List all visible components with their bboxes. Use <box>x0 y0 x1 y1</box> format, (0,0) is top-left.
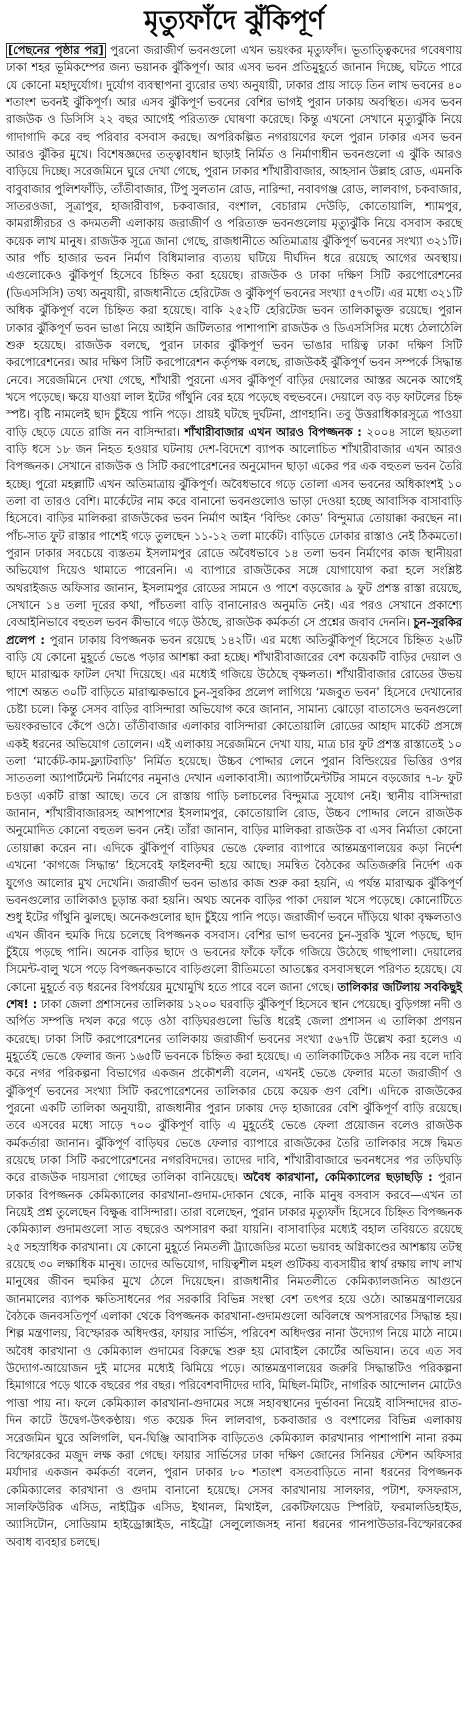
subheading-illegal-factories: অবৈধ কারখানা, কেমিক্যালের ছড়াছড়ি : <box>243 1171 433 1185</box>
paragraph-shakharibazar: ২০০৪ সালে ছয়তলা বাড়ি ধসে ১৮ জন নিহত হওয়ার ঘটনায় দেশ-বিদেশে ব্যাপক আলোচিত শাঁখারীবাজার এখন আরও বিপজ্জনক। সেখানে রাজউক ও সিটি করপোরেশনের অনুমোদন ছাড়া একের পর এক বহুতল ভবন তৈরি হচ্ছে। পুরো মহল্লাটি এখন অতিমাত্রায় ঝুঁকিপূর্ণ। অবৈধভাবে গড়ে তোলা এসব ভবনের অধিকাংশই ১০ তলা বা তারও বেশি। মার্কেটের নাম করে বানানো ভবনগুলোও ভাড়া দেওয়া হচ্ছে আবাসিক বাসাবাড়ি হিসেবে। বাড়ির মালিকরা রাজউকের ভবন নির্মাণ আইন ‘বিল্ডিং কোড’ বিন্দুমাত্র তোয়াক্কা করছেন না। পাঁচ-সাত ফুট রাস্তার পাশেই গড়ে তুলছেন ১১-১২ তলা মার্কেট। বাড়িতে ঢোকার রাস্তাও নেই ঠিকমতো। পুরান ঢাকার সবচেয়ে ব্যস্ততম ইসলামপুর রোডে অবৈধভাবে ১৪ তলা ভবন নির্মাণের কাজ স্থানীয়রা অভিযোগ দিয়েও থামাতে পারেননি। এ ব্যাপারে রাজউকের সঙ্গে যোগাযোগ করা হলে সংশ্লিষ্ট অথরাইজড অফিসার জানান, ইসলামপুর রোডের সামনে ও পাশে বড়জোর ৯ ফুট প্রশস্ত রাস্তা রয়েছে, সেখানে ১৪ তলা দূরের কথা, পাঁচতলা বাড়ি বানানোরও অনুমতি নেই। এর পরও সেখানে প্রকাশ্যে বেআইনিভাবে বহুতল ভবন কীভাবে গড়ে উঠছে, রাজউক কর্মকর্তা সে প্রশ্নের জবাব দেননি। <box>6 425 462 630</box>
paragraph-illegal-factories: পুরান ঢাকার বিপজ্জনক কেমিক্যালের কারখানা-গুদাম-দোকান থেকে, নাকি মানুষ বসবাস করবে—এখন তা নিয়েই প্রশ্ন তুলেছেন বিক্ষুব্ধ বাসিন্দারা। তারা বলেছেন, পুরান ঢাকার মৃত্যুফাঁদ হিসেবে চিহ্নিত বিপজ্জনক কেমিক্যাল গুদামগুলো সাত বছরেও অপসারণ করা যায়নি। বাসাবাড়ির মধ্যেই বহাল তবিয়তে রয়েছে ২৫ সহস্রাধিক কারখানা। যে কোনো মুহূর্তে নিমতলী ট্র্যাজেডির মতো ভয়াবহ অগ্নিকাণ্ডের আশঙ্কায় তটস্থ রয়েছে ৩০ লক্ষাধিক মানুষ। তাদের অভিযোগ, দায়িত্বশীল মহল গুটিকয় ব্যবসায়ীর স্বার্থ রক্ষায় লাখ লাখ মানুষের জীবন হুমকির মুখে ঠেলে দিয়েছেন। রাজধানীর নিমতলীতে কেমিক্যালজনিত আগুনে জানমালের ব্যাপক ক্ষতিসাধনের পর সরকারি বিভিন্ন সংস্থা বেশ তৎপর হয়ে ওঠে। আন্তমন্ত্রণালয়ের বৈঠকে জনবসতিপূর্ণ এলাকা থেকে বিপজ্জনক কারখানা-গুদামগুলো অবিলম্বে অপসারণের সিদ্ধান্ত হয়। শিল্প মন্ত্রণালয়, বিস্ফোরক অধিদপ্তর, ফায়ার সার্ভিস, পরিবেশ অধিদপ্তর নানা উদ্যোগ নিয়ে মাঠে নামে। অবৈধ কারখানা ও কেমিক্যাল গুদামের বিরুদ্ধে শুরু হয় মোবাইল কোর্টের অভিযান। তবে এত সব উদ্যোগ-আয়োজন দুই মাসের মধ্যেই ঝিমিয়ে পড়ে। আন্তমন্ত্রণালয়ের জরুরি সিদ্ধান্তটিও পরিকল্পনা হিমাগারে পড়ে থাকে বছরের পর বছর। পরিবেশবাদীদের দাবি, মিছিল-মিটিং, নাগরিক আন্দোলন মোটেও পাত্তা পায় না। ফলে কেমিক্যাল কারখানা-গুদামের সঙ্গে সহাবস্থানের দুর্ভাবনা নিয়েই বাসিন্দাদের রাত-দিন কাটে উদ্বেগ-উৎকণ্ঠায়। গত কয়েক দিন লালবাগ, চকবাজার ও বংশালের বিভিন্ন এলাকায় সরেজমিন ঘুরে অলিগলি, ঘন-ঘিঞ্জি আবাসিক বাড়িতেও কেমিক্যাল কারখানার পাশাপাশি নানা রকম বিস্ফোরকের মজুদ লক্ষ করা গেছে। ফায়ার সার্ভিসের ঢাকা দক্ষিণ জোনের সিনিয়র স্টেশন অফিসার মর্যাদার একজন কর্মকর্তা বলেন, পুরান ঢাকার ৮০ শতাংশ বসতবাড়িতে নানা ধরনের বিপজ্জনক কেমিক্যালের কারখানা ও গুদাম বানানো হয়েছে। সেসব কারখানায় সালফার, পটাশ, ফসফরাস, সালফিউরিক এসিড, নাইট্রিক এসিড, ইথানল, মিথাইল, রেকটিফায়েড স্পিরিট, ফরমালডিহাইড, অ্যাসিটোন, সোডিয়াম হাইড্রোক্সাইড, নাইট্রো সেলুলোজসহ নানা ধরনের গানপাউডার-বিস্ফোরকের অবাধ ব্যবহার চলছে। <box>6 1171 463 1549</box>
headline: মৃত্যুফাঁদে ঝুঁকিপূর্ণ <box>144 6 324 36</box>
paragraph-lime-plaster: পুরান ঢাকায় বিপজ্জনক ভবন রয়েছে ১৪২টি। এর মধ্যে অতিঝুঁকিপূর্ণ হিসেবে চিহ্নিত ২৬টি বাড়ি যে কোনো মুহূর্তে ভেঙে পড়ার আশঙ্কা করা হচ্ছে। শাঁখারীবাজারের বেশ কয়েকটি বাড়ির দেয়াল ও ছাদে মারাত্মক ফাটল দেখা দিয়েছে। এর মধ্যেই গজিয়ে উঠেছে বৃক্ষলতা। শাঁখারীবাজার রোডের উভয় পাশে অন্তত ৩০টি বাড়িতে মারাত্মকভাবে চুন-সুরকির প্রলেপ লাগিয়ে ‘মজবুত ভবন’ হিসেবে দেখানোর চেষ্টা চলে। কিন্তু সেসব বাড়ির বাসিন্দারা অভিযোগ করে জানান, সামান্য ঝোড়ো বাতাসেও ভবনগুলো ভয়ংকরভাবে কেঁপে ওঠে। তাঁতীবাজার এলাকার বাসিন্দারা কোতোয়ালি রোডের আহাদ মার্কেট প্রসঙ্গে একই ধরনের অভিযোগ তোলেন। এই এলাকায় সরেজমিনে দেখা যায়, মাত্র চার ফুট প্রশস্ত রাস্তাতেই ১০ তলা ‘মার্কেট-কাম-ফ্ল্যাটবাড়ি’ নির্মিত হয়েছে। উচ্চব পোদ্দার লেনে পুরান বিল্ডিংয়ের ভিত্তির ওপর সাততলা অ্যাপার্টমেন্ট নির্মাণের নমুনাও দেখান এলাকাবাসী। অ্যাপার্টমেন্টটির সামনে বড়জোর ৭-৮ ফুট চওড়া একটি রাস্তা আছে। তবে সে রাস্তায় গাড়ি চলাচলের বিন্দুমাত্র সুযোগ নেই। স্থানীয় বাসিন্দারা জানান, শাঁখারীবাজারসহ আশপাশের ইসলামপুর, কোতোয়ালি রোড, উচ্চব পোদ্দার লেনে রাজউক অনুমোদিত কোনো বহুতল ভবন নেই। তাঁরা জানান, বাড়ির মালিকরা রাজউক বা এসব নির্মাতা কোনো তোয়াক্কা করেন না। এদিকে ঝুঁকিপূর্ণ বাড়িঘর ভেঙে ফেলার ব্যাপারে আন্তমন্ত্রণালয়ের কড়া নির্দেশ এখনো ‘কাগজে সিদ্ধান্ত’ হিসেবেই ফাইলবন্দী হয়ে আছে। সমন্বিত বৈঠকের অতিজরুরি নির্দেশ এক যুগেও আলোর মুখ দেখেনি। জরাজীর্ণ ভবন ভাঙার কাজ শুরু করা হয়নি, এ পর্যন্ত মারাত্মক ঝুঁকিপূর্ণ ভবনগুলোর তালিকাও চূড়ান্ত করা হয়নি। অথচ অনেক বাড়ির পাকা দেয়াল খসে পড়েছে। কোনোটিতে শুধু ইটের গাঁথুনি ঝুলছে। অনেকগুলোর ছাদ চুঁইয়ে পানি পড়ে। জরাজীর্ণ ভবনে দাঁড়িয়ে থাকা বৃক্ষলতাও এখন জীবন হুমকি দিয়ে চলেছে বিপজ্জনক বসবাস। বেশির ভাগ ভবনের চুন-সুরকি খুলে পড়ছে, ছাদ চুঁইয়ে পড়ছে পানি। অনেক বাড়ির ছাদে ও ভবনের ফাঁকে ফাঁকে গজিয়ে উঠেছে গাছপালা। দেয়ালের সিমেন্ট-বালু খসে পড়ে বিপজ্জনকভাবে বাড়িগুলো রীতিমতো আতঙ্কের বসবাসস্থলে পরিণত হয়েছে। যে কোনো মুহূর্তে বড় ধরনের বিপর্যয়ের মুখোমুখি হতে পারে বলে জানা গেছে। <box>6 633 463 994</box>
continuation-marker: [পেছনের পৃষ্ঠার পর] <box>8 44 104 57</box>
subheading-shakharibazar: শাঁখারীবাজার এখন আরও বিপজ্জনক : <box>184 425 362 439</box>
subheading-lime-plaster: চুন-সুরকির প্রলেপ : <box>6 616 462 647</box>
article-body <box>6 42 462 1551</box>
subheading-list-complexity: তালিকার জটিলায় সবকিছুই শেষ! : <box>6 980 462 1011</box>
paragraph-list-complexity: ঢাকা জেলা প্রশাসনের তালিকায় ১২০০ ঘরবাড়ি ঝুঁকিপূর্ণ হিসেবে স্থান পেয়েছে। বুড়িগঙ্গা নদী ও অর্পিত সম্পত্তি দখল করে গড়ে ওঠা বাড়িঘরগুলো ভিত্তি ধরেই জেলা প্রশাসন এ তালিকা প্রণয়ন করেছে। ঢাকা সিটি করপোরেশনের তালিকায় জরাজীর্ণ ভবনের সংখ্যা ৫৬৭টি উল্লেখ করা হলেও এ মুহূর্তেই ভেঙে ফেলার জন্য ১৬৫টি ভবনকে চিহ্নিত করা হয়েছে। এ তালিকাটিকেও সঠিক নয় বলে দাবি করে নগর পরিকল্পনা বিভাগের একজন প্রকৌশলী বলেন, এখনই ভেঙে ফেলার মতো জরাজীর্ণ ও ঝুঁকিপূর্ণ ভবনের সংখ্যা সিটি করপোরেশনের তালিকার চেয়ে কয়েক গুণ বেশি। এদিকে রাজউকের পুরনো একটি তালিকা অনুযায়ী, রাজধানীর পুরান ঢাকায় দেড় হাজারের বেশি ঝুঁকিপূর্ণ বাড়ি রয়েছে। তবে এসবের মধ্যে সাড়ে ৭০০ ঝুঁকিপূর্ণ বাড়ি এ মুহূর্তেই ভেঙে ফেলা প্রয়োজন বলেও রাজউক কর্মকর্তারা জানান। ঝুঁকিপূর্ণ বাড়িঘর ভেঙে ফেলার ব্যাপারে রাজউকের তৈরি তালিকার সঙ্গে দ্বিমত রয়েছে ঢাকা সিটি করপোরেশনের নগরবিদদের। তাদের দাবি, শাঁখারীবাজারে ভবনধসের পর তড়িঘড়ি করে রাজউক দায়সারা গোছের তালিকা বানিয়েছে। <box>6 997 462 1185</box>
paragraph-intro: পুরনো জরাজীর্ণ ভবনগুলো এখন ভয়ংকর মৃত্যুফাঁদ। ভূতাত্ত্বিকদের গবেষণায় ঢাকা শহর ভূমিকম্পের জন্য ভয়ানক ঝুঁকিপূর্ণ। আর এসব ভবন প্রতিমুহূর্তে জানান দিচ্ছে, ঘটতে পারে যে কোনো মহাদুর্যোগ। দুর্যোগ ব্যবস্থাপনা ব্যুরোর তথ্য অনুযায়ী, ঢাকার প্রায় সাড়ে তিন লাখ ভবনের ৪০ শতাংশ ভবনই ঝুঁকিপূর্ণ। আর এসব ঝুঁকিপূর্ণ ভবনের বেশির ভাগই পুরান ঢাকায় অবস্থিত। এসব ভবন রাজউক ও ডিসিসি ২২ বছর আগেই পরিত্যক্ত ঘোষণা করেছে। কিন্তু এখনো সেখানে মৃত্যুঝুঁকি নিয়ে গাদাগাদি করে বহু পরিবার বসবাস করছে। অপরিকল্পিত নগরায়ণের ফলে পুরান ঢাকার এসব ভবন আরও ঝুঁকির মুখে। বিশেষজ্ঞদের তত্ত্বাবধান ছাড়াই নির্মিত ও নির্মাণাধীন ভবনগুলো এ ঝুঁকি আরও বাড়িয়ে দিচ্ছে। সরেজমিনে ঘুরে দেখা গেছে, পুরান ঢাকার শাঁখারীবাজার, আহসান উল্লাহ রোড, এমনকি বাবুবাজার পুলিশফাঁড়ি, তাঁতীবাজার, টিপু সুলতান রোড, নারিন্দা, নবাবগঞ্জ রোড, লালবাগ, চকবাজার, সাতরওজা, সূত্রাপুর, হাজারীবাগ, চকবাজার, বংশাল, বেচারাম দেউড়ি, কোতোয়ালি, শ্যামপুর, কামরাঙ্গীরচর ও কদমতলী এলাকায় জরাজীর্ণ ও পরিত্যক্ত ভবনগুলোয় মৃত্যুঝুঁকি নিয়ে বসবাস করছে কয়েক লাখ মানুষ। রাজউক সূত্রে জানা গেছে, রাজধানীতে অতিমাত্রায় ঝুঁকিপূর্ণ ভবনের সংখ্যা ৩২১টি। আর পাঁচ হাজার ভবন নির্মাণ বিধিমালার ব্যত্যয় ঘটিয়ে দীর্ঘদিন ধরে রয়েছে আগের অবস্থায়। এগুলোকেও ঝুঁকিপূর্ণ হিসেবে চিহ্নিত করা হয়েছে। রাজউক ও ঢাকা দক্ষিণ সিটি করপোরেশনের (ডিএসসিসি) তথ্য অনুযায়ী, রাজধানীতে হেরিটেজ ও ঝুঁকিপূর্ণ ভবনের সংখ্যা ৫৭৩টি। এর মধ্যে ৩২১টি অধিক ঝুঁকিপূর্ণ বলে চিহ্নিত করা হয়েছে। বাকি ২৫২টি হেরিটেজ ভবন তালিকাভুক্ত রয়েছে। পুরান ঢাকার ঝুঁকিপূর্ণ ভবন ভাঙা নিয়ে আইনি জটিলতার পাশাপাশি রাজউক ও ডিএসসিসির মধ্যে ঠেলাঠেলি শুরু হয়েছে। রাজউক বলছে, পুরান ঢাকার ঝুঁকিপূর্ণ ভবন ভাঙার দায়িত্ব ঢাকা দক্ষিণ সিটি করপোরেশনের। আর দক্ষিণ সিটি করপোরেশন কর্তৃপক্ষ বলছে, রাজউকই ঝুঁকিপূর্ণ ভবন সম্পর্কে সিদ্ধান্ত নেবে। সরেজমিনে দেখা গেছে, শাঁখারী পুরনো এসব ঝুঁকিপূর্ণ বাড়ির দেয়ালের আস্তর অনেক আগেই খসে পড়েছে। ক্ষয়ে যাওয়া লাল ইটের গাঁথুনি বের হয়ে পড়েছে বহুভবনে। দেয়ালে বড় বড় ফাটলের চিহ্ন স্পষ্ট। বৃষ্টি নামলেই ছাদ চুঁইয়ে পানি পড়ে। প্রায়ই ঘটছে দুর্ঘটনা, প্রাণহানি। তবু উত্তরাধিকারসূত্রে পাওয়া বাড়ি ছেড়ে যেতে রাজি নন বাসিন্দারা। <box>6 44 462 439</box>
